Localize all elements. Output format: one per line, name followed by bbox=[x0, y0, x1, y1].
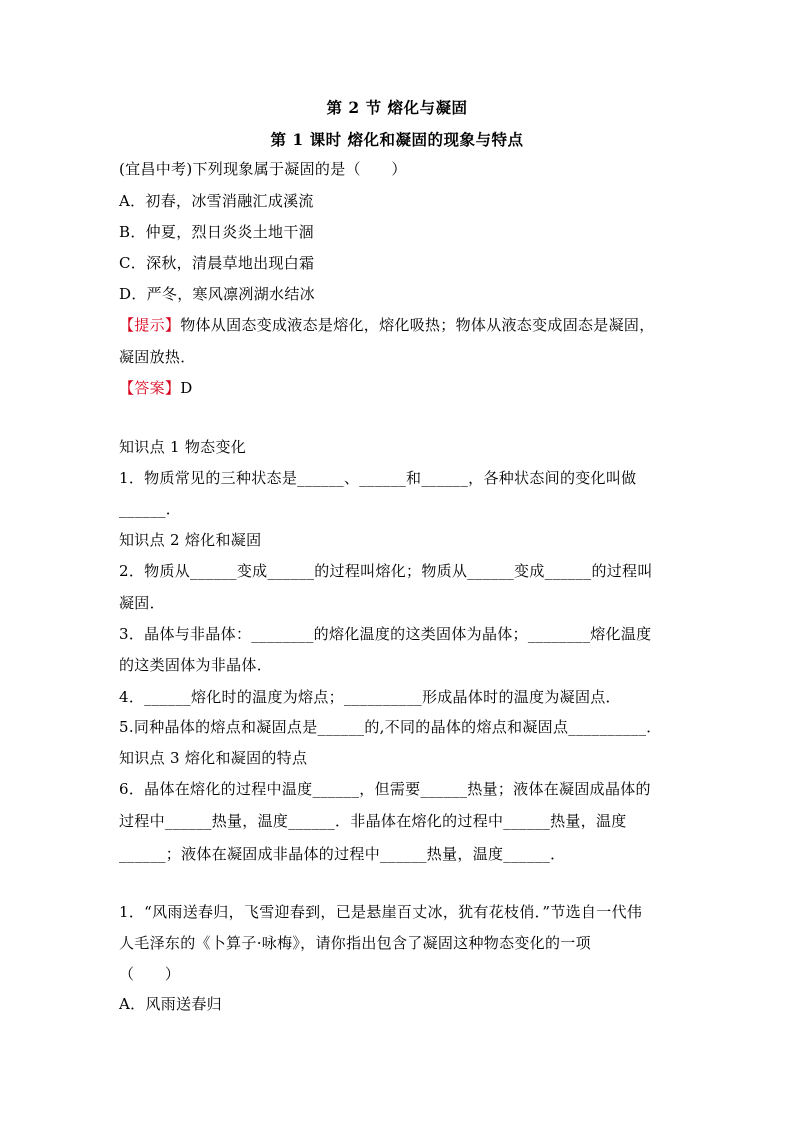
example-question: (宜昌中考)下列现象属于凝固的是（ ） bbox=[119, 160, 407, 178]
hint-text: 物体从固态变成液态是熔化，熔化吸热；物体从液态变成固态是凝固， bbox=[180, 316, 655, 334]
knowledge-point-3-title: 知识点 3 熔化和凝固的特点 bbox=[119, 749, 308, 767]
exercise-1-line-2: 人毛泽东的《卜算子·咏梅》，请你指出包含了凝固这种物态变化的一项 bbox=[119, 934, 591, 952]
question-2-line-1: 2．物质从______变成______的过程叫熔化；物质从______变成______的过程叫 bbox=[119, 562, 653, 580]
answer-line bbox=[119, 377, 679, 398]
answer-text: D bbox=[180, 379, 193, 397]
hint-text-continued: 凝固放热． bbox=[119, 348, 196, 366]
hint-tag: 【提示】 bbox=[119, 316, 181, 334]
question-3-line-2: 的这类固体为非晶体． bbox=[119, 656, 273, 674]
question-1-line-2: ______． bbox=[119, 500, 182, 518]
example-option-b: B．仲夏，烈日炎炎土地干涸 bbox=[119, 223, 314, 241]
question-6-line-1: 6．晶体在熔化的过程中温度______，但需要______热量；液体在凝固成晶体的 bbox=[119, 780, 651, 798]
example-option-a: A．初春，冰雪消融汇成溪流 bbox=[119, 192, 314, 210]
example-option-c: C．深秋，清晨草地出现白霜 bbox=[119, 254, 315, 272]
example-option-d: D．严冬，寒风凛冽湖水结冰 bbox=[119, 285, 315, 303]
answer-tag: 【答案】 bbox=[119, 379, 181, 397]
exercise-1-option-a: A．风雨送春归 bbox=[119, 995, 222, 1013]
section-title: 第 2 节 熔化与凝固 bbox=[326, 98, 468, 117]
hint-line bbox=[119, 314, 679, 335]
question-2-line-2: 凝固． bbox=[119, 594, 165, 612]
knowledge-point-1-title: 知识点 1 物态变化 bbox=[119, 438, 247, 456]
question-6-line-3: ______；液体在凝固成非晶体的过程中______热量，温度______． bbox=[119, 845, 566, 863]
exercise-1-line-3: （ ） bbox=[119, 965, 181, 983]
question-4-line-1: 4．______熔化时的温度为熔点；__________形成晶体时的温度为凝固点． bbox=[119, 688, 621, 706]
knowledge-point-2-title: 知识点 2 熔化和凝固 bbox=[119, 531, 262, 549]
question-1-line-1: 1．物质常见的三种状态是______、______和______，各种状态间的变化叫做 bbox=[119, 469, 637, 487]
lesson-title: 第 1 课时 熔化和凝固的现象与特点 bbox=[270, 130, 524, 149]
question-3-line-1: 3．晶体与非晶体：________的熔化温度的这类固体为晶体；________熔化温度 bbox=[119, 625, 652, 643]
question-5-line-1: 5.同种晶体的熔点和凝固点是______的,不同的晶体的熔点和凝固点__________． bbox=[119, 718, 662, 736]
exercise-1-line-1: 1．“风雨送春归，飞雪迎春到，已是悬崖百丈冰，犹有花枝俏．”节选自一代伟 bbox=[119, 903, 643, 921]
question-6-line-2: 过程中______热量，温度______．非晶体在熔化的过程中______热量，温度 bbox=[119, 812, 627, 830]
